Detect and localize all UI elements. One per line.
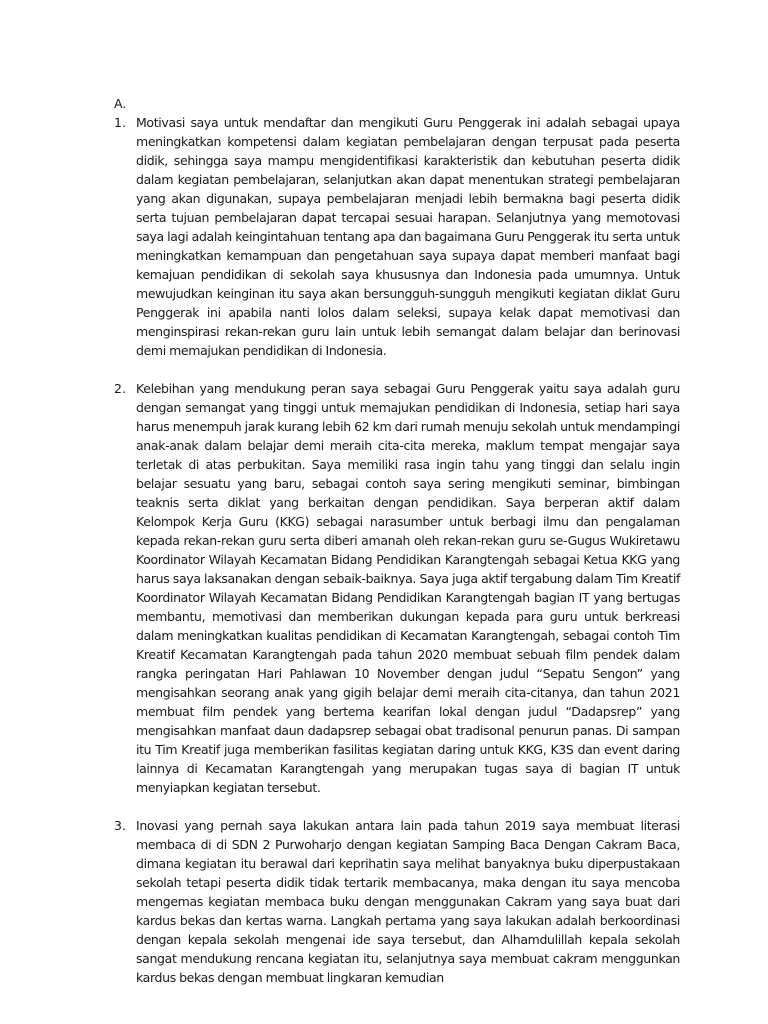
numbered-list bbox=[114, 113, 680, 1006]
list-item bbox=[114, 113, 680, 360]
list-item-number: 2. bbox=[114, 381, 126, 396]
list-item-text: Inovasi yang pernah saya lakukan antara lain pada tahun 2019 saya membuat literasi membaca di di SDN 2 Purwoharjo dengan kegiatan Samping Baca Dengan Cakram Baca, dimana kegiatan itu berawal dari keprihatin saya melihat banyaknya buku diperpustakaan sekolah tetapi peserta didik tidak tertarik membacanya, maka dengan itu saya mencoba mengemas kegiatan membaca buku dengan menggunakan Cakram yang saya buat dari kardus bekas dan kertas warna. Langkah pertama yang saya lakukan adalah berkoordinasi dengan kepala sekolah mengenai ide saya tersebut, dan Alhamdulillah kepala sekolah sangat mendukung rencana kegiatan itu, selanjutnya saya membuat cakram menggunkan kardus bekas dengan membuat lingkaran kemudian bbox=[136, 818, 680, 985]
section-label: A. bbox=[114, 96, 127, 111]
list-item-text: Motivasi saya untuk mendaftar dan mengikuti Guru Penggerak ini adalah sebagai upaya meningkatkan kompetensi dalam kegiatan pembelajaran dengan terpusat pada peserta didik, sehingga saya mampu mengidentifikasi karakteristik dan kebutuhan peserta didik dalam kegiatan pembelajaran, selanjutkan akan dapat menentukan strategi pembelajaran yang akan digunakan, supaya pembelajaran menjadi lebih bermakna bagi peserta didik serta tujuan pembelajaran dapat tercapai sesuai harapan. Selanjutnya yang memotovasi saya lagi adalah keingintahuan tentang apa dan bagaimana Guru Penggerak itu serta untuk meningkatkan kemampuan dan pengetahuan saya supaya dapat memberi manfaat bagi kemajuan pendidikan di sekolah saya khususnya dan Indonesia pada umumnya. Untuk mewujudkan keinginan itu saya akan bersungguh-sungguh mengikuti kegiatan diklat Guru Penggerak ini apabila nanti lolos dalam seleksi, supaya kelak dapat memotivasi dan menginspirasi rekan-rekan guru lain untuk lebih semangat dalam belajar dan berinovasi demi memajukan pendidikan di Indonesia. bbox=[136, 115, 680, 358]
list-item bbox=[114, 816, 680, 987]
list-item bbox=[114, 379, 680, 797]
list-item-text: Kelebihan yang mendukung peran saya sebagai Guru Penggerak yaitu saya adalah guru dengan semangat yang tinggi untuk memajukan pendidikan di Indonesia, setiap hari saya harus menempuh jarak kurang lebih 62 km dari rumah menuju sekolah untuk mendampingi anak-anak dalam belajar demi meraih cita-cita mereka, maklum tempat mengajar saya terletak di atas perbukitan. Saya memiliki rasa ingin tahu yang tinggi dan selalu ingin belajar sesuatu yang baru, sebagai contoh saya sering mengikuti seminar, bimbingan teaknis serta diklat yang berkaitan dengan pendidikan. Saya berperan aktif dalam Kelompok Kerja Guru (KKG) sebagai narasumber untuk berbagi ilmu dan pengalaman kepada rekan-rekan guru serta diberi amanah oleh rekan-rekan guru se-Gugus Wukiretawu Koordinator Wilayah Kecamatan Bidang Pendidikan Karangtengah sebagai Ketua KKG yang harus saya laksanakan dengan sebaik-baiknya. Saya juga aktif tergabung dalam Tim Kreatif Koordinator Wilayah Kecamatan Bidang Pendidikan Karangtengah bagian IT yang bertugas membantu, memotivasi dan memberikan dukungan kepada para guru untuk berkreasi dalam meningkatkan kualitas pendidikan di Kecamatan Karangtengah, sebagai contoh Tim Kreatif Kecamatan Karangtengah pada tahun 2020 membuat sebuah film pendek dalam rangka peringatan Hari Pahlawan 10 November dengan judul “Sepatu Sengon” yang mengisahkan seorang anak yang gigih belajar demi meraih cita-citanya, dan tahun 2021 membuat film pendek yang bertema kearifan lokal dengan judul “Dadapsrep” yang mengisahkan manfaat daun dadapsrep sebagai obat tradisonal penurun panas. Di sampan itu Tim Kreatif juga memberikan fasilitas kegiatan daring untuk KKG, K3S dan event daring lainnya di Kecamatan Karangtengah yang merupakan tugas saya di bagian IT untuk menyiapkan kegiatan tersebut. bbox=[136, 381, 680, 795]
list-item-number: 3. bbox=[114, 818, 126, 833]
list-item-number: 1. bbox=[114, 115, 126, 130]
